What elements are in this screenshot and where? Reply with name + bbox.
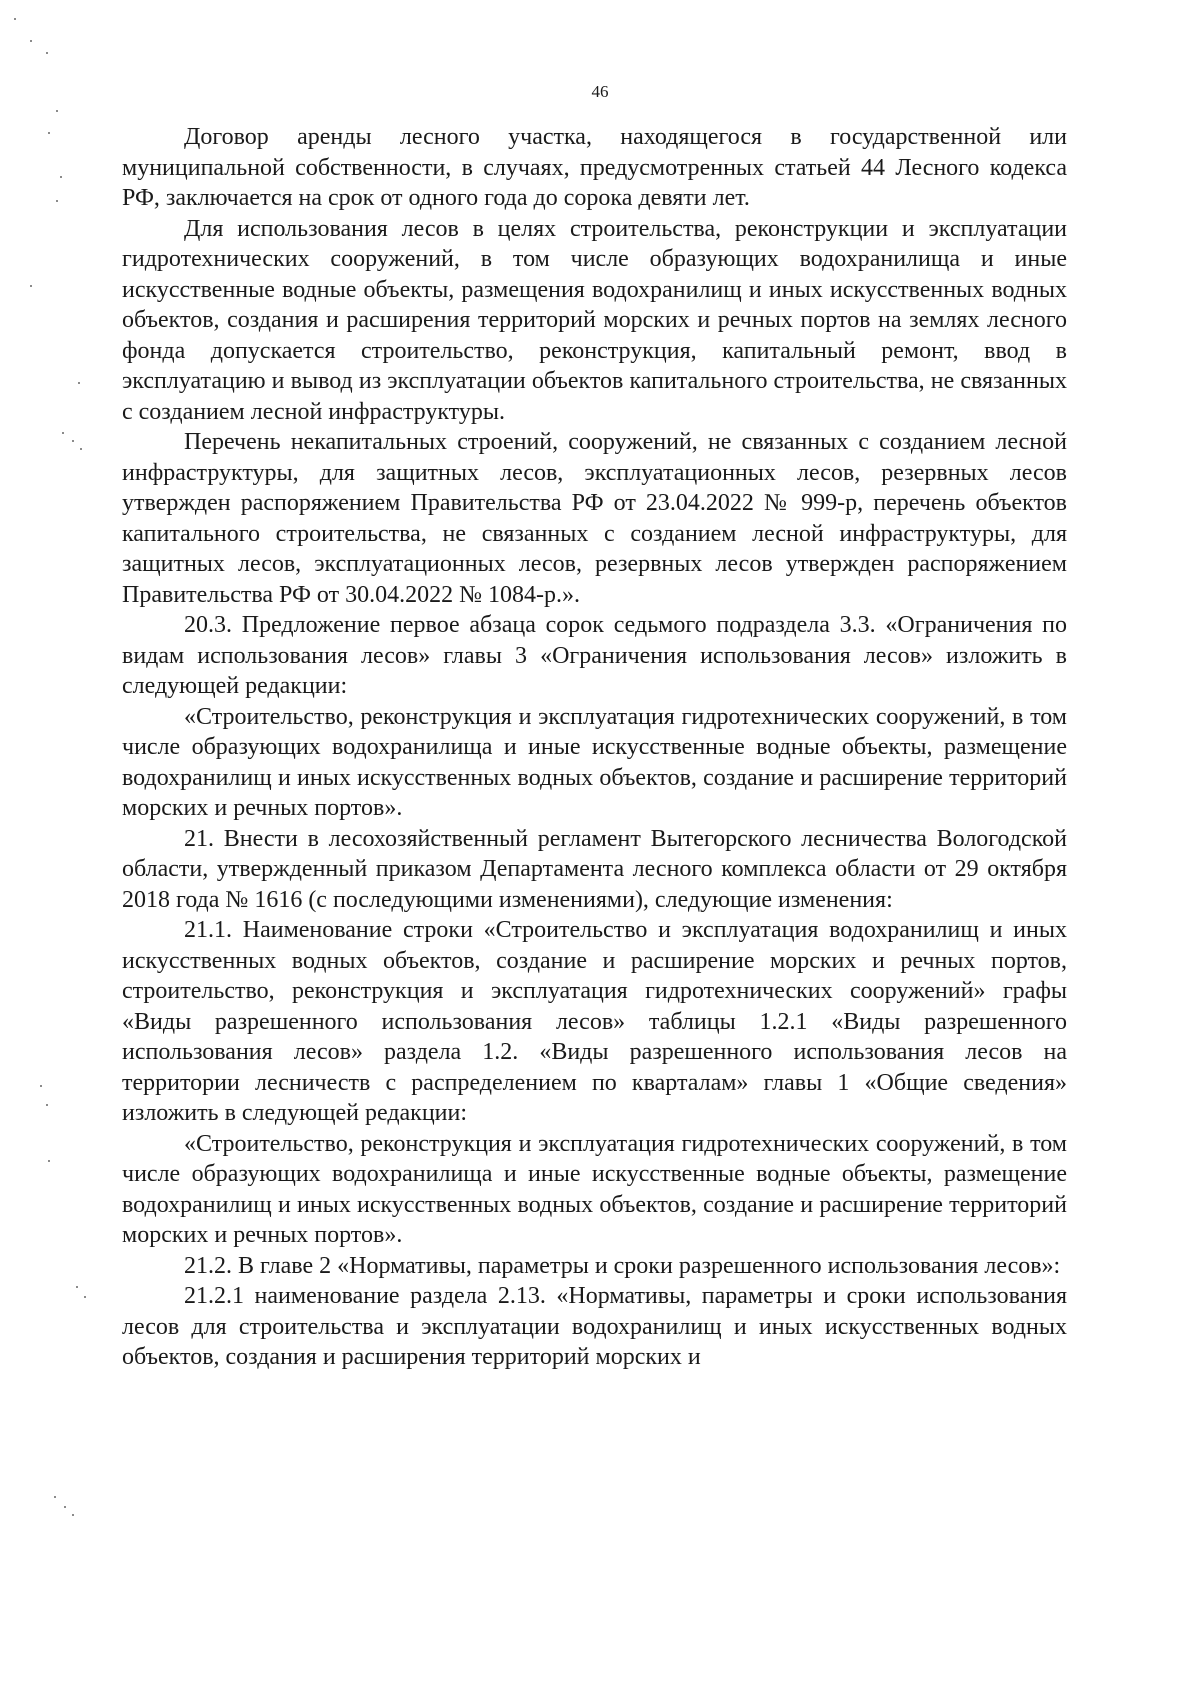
page-number: 46: [591, 82, 609, 101]
paragraph-quote-21-1: «Строительство, реконструкция и эксплуатация гидротехнических сооружений, в том числе образующих водохранилища и иные искусственные водные объекты, размещение водохранилищ и иных искусственных водных объектов, создание и расширение территорий морских и речных портов».: [122, 1130, 1067, 1248]
paragraph-item-21-1: 21.1. Наименование строки «Строительство и эксплуатация водохранилищ и иных искусственных водных объектов, создание и расширение морских и речных портов, строительство, реконструкция и эксплуатация гидротехнических сооружений» графы «Виды разрешенного использования лесов» таблицы 1.2.1 «Виды разрешенного использования лесов» раздела 1.2. «Виды разрешенного использования лесов на территории лесничеств с распределением по кварталам» главы 1 «Общие сведения» изложить в следующей редакции:: [122, 917, 1067, 1126]
paragraph-quote-20-3: «Строительство, реконструкция и эксплуатация гидротехнических сооружений, в том числе образующих водохранилища и иные искусственные водные объекты, размещение водохранилищ и иных искусственных водных объектов, создание и расширение территорий морских и речных портов».: [122, 703, 1067, 821]
paragraph-item-21-2: 21.2. В главе 2 «Нормативы, параметры и сроки разрешенного использования лесов»:: [184, 1252, 1061, 1279]
paragraph-hydro-construction: Для использования лесов в целях строительства, реконструкции и эксплуатации гидротехнических сооружений, в том числе образующих водохранилища и иные искусственные водные объекты, размещения водохранилищ и иных искусственных водных объектов, создания и расширения территорий морских и речных портов на землях лесного фонда допускается строительство, реконструкция, капитальный ремонт, ввод в эксплуатацию и вывод из эксплуатации объектов капитального строительства, не связанных с созданием лесной инфраструктуры.: [122, 215, 1067, 425]
document-body: [122, 122, 1067, 1373]
paragraph-item-21: 21. Внести в лесохозяйственный регламент Вытегорского лесничества Вологодской области, утвержденный приказом Департамента лесного комплекса области от 29 октября 2018 года № 1616 (с последующими изменениями), следующие изменения:: [122, 825, 1067, 913]
paragraph-item-20-3: 20.3. Предложение первое абзаца сорок седьмого подраздела 3.3. «Ограничения по видам использования лесов» главы 3 «Ограничения использования лесов» изложить в следующей редакции:: [122, 612, 1067, 699]
paragraph-noncapital-list: Перечень некапитальных строений, сооружений, не связанных с созданием лесной инфраструктуры, для защитных лесов, эксплуатационных лесов, резервных лесов утвержден распоряжением Правительства РФ от 23.04.2022 № 999-р, перечень объектов капитального строительства, не связанных с созданием лесной инфраструктуры, для защитных лесов, эксплуатационных лесов, резервных лесов утвержден распоряжением Правительства РФ от 30.04.2022 № 1084-р.».: [122, 429, 1067, 608]
paragraph-item-21-2-1: 21.2.1 наименование раздела 2.13. «Нормативы, параметры и сроки использования лесов для строительства и эксплуатации водохранилищ и иных искусственных водных объектов, создания и расширения территорий морских и: [122, 1283, 1067, 1370]
paragraph-lease-term: Договор аренды лесного участка, находящегося в государственной или муниципальной собственности, в случаях, предусмотренных статьей 44 Лесного кодекса РФ, заключается на срок от одного года до сорока девяти лет.: [122, 124, 1067, 211]
scan-margin-specks: [0, 0, 100, 1697]
